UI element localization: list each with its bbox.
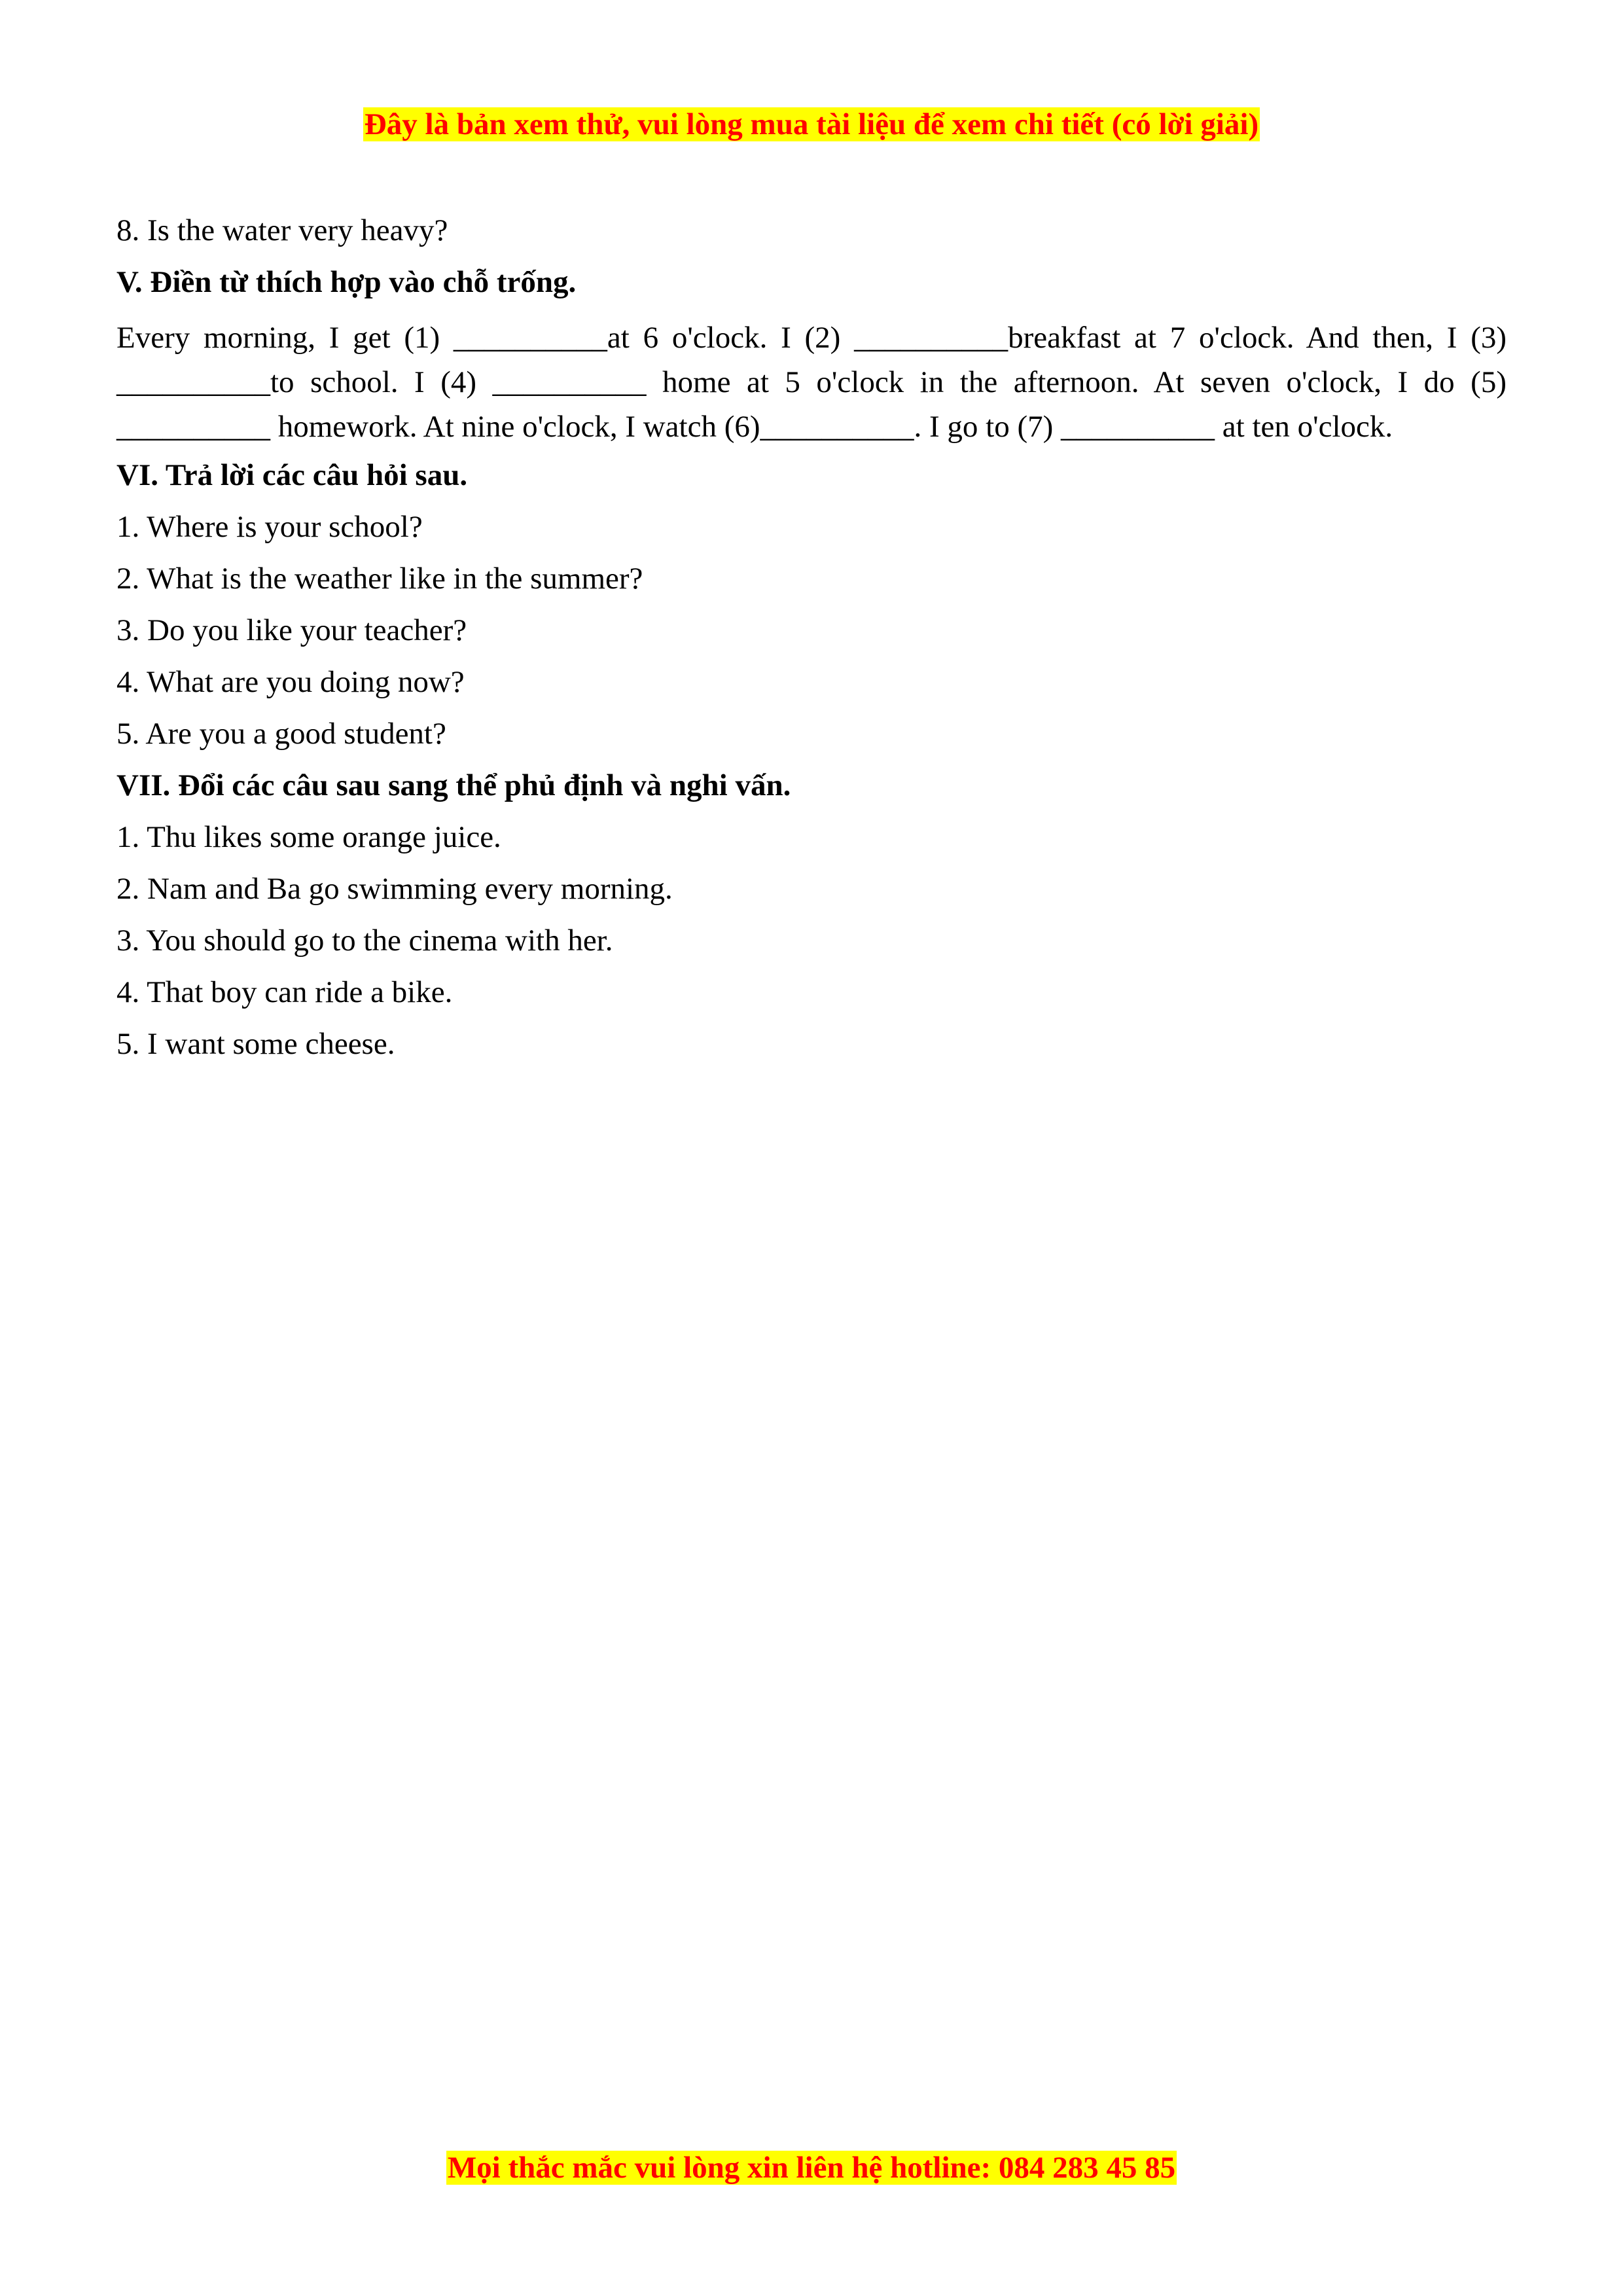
section-vii-item: 4. That boy can ride a bike. — [116, 975, 453, 1009]
question-8: 8. Is the water very heavy? — [116, 213, 448, 247]
section-vii-item: 2. Nam and Ba go swimming every morning. — [116, 872, 673, 906]
section-vi-heading: VI. Trả lời các câu hỏi sau. — [116, 458, 468, 492]
section-vi-item: 4. What are you doing now? — [116, 665, 465, 699]
preview-notice-banner — [0, 105, 1623, 144]
section-vi-item: 5. Are you a good student? — [116, 717, 446, 751]
section-vii-item: 1. Thu likes some orange juice. — [116, 820, 501, 854]
section-vi-item: 3. Do you like your teacher? — [116, 613, 467, 647]
section-vii-item: 5. I want some cheese. — [116, 1027, 395, 1061]
preview-notice-text: Đây là bản xem thử, vui lòng mua tài liệu để xem chi tiết (có lời giải) — [364, 107, 1259, 141]
section-vii-heading: VII. Đổi các câu sau sang thể phủ định và nghi vấn. — [116, 768, 791, 802]
section-v-heading: V. Điền từ thích hợp vào chỗ trống. — [116, 265, 577, 299]
section-vi-item: 1. Where is your school? — [116, 510, 423, 544]
document-body — [116, 208, 1507, 1073]
section-vii-item: 3. You should go to the cinema with her. — [116, 924, 613, 958]
hotline-banner — [0, 2148, 1623, 2187]
hotline-text: Mọi thắc mắc vui lòng xin liên hệ hotline: 084 283 45 85 — [447, 2151, 1176, 2185]
section-vi-item: 2. What is the weather like in the summer? — [116, 562, 643, 596]
section-v-paragraph: Every morning, I get (1) __________at 6 o'clock. I (2) __________breakfast at 7 o'clock. And then, I (3) __________to school. I (4) __________ home at 5 o'clock in the afternoon. At seven o'clock, I do (5) __________ homework. At nine o'clock, I watch (6)__________. I go to (7) __________ at ten o'clock. — [116, 321, 1507, 444]
